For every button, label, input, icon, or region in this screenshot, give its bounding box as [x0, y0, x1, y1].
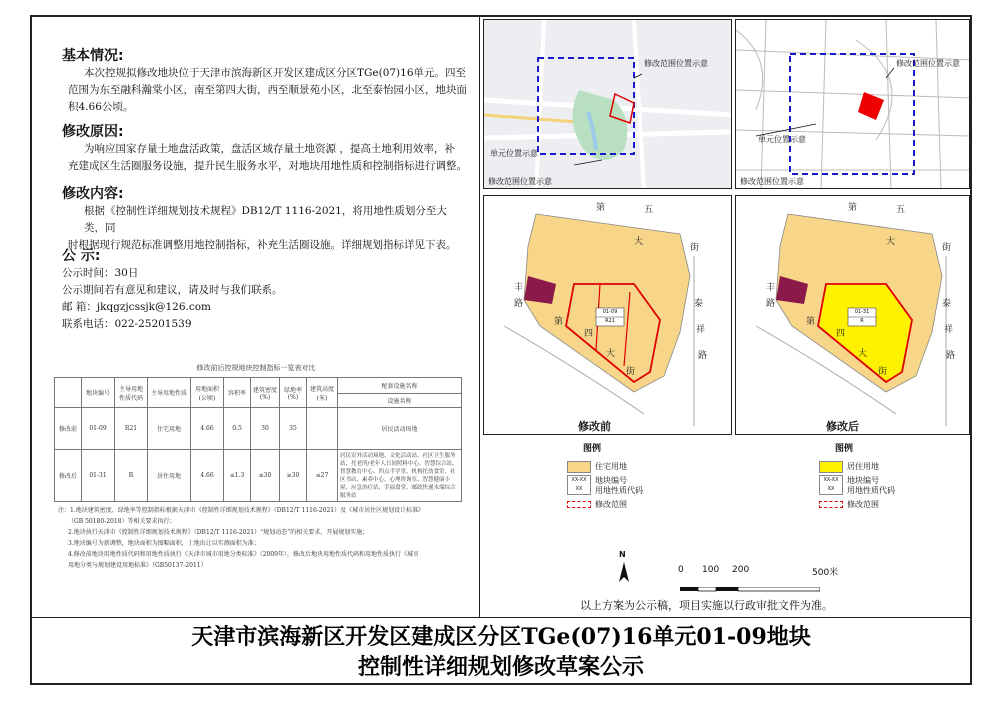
table-cell: 30 — [251, 408, 280, 450]
scale-tick: 100 — [702, 565, 720, 575]
scale-bar — [680, 578, 820, 584]
note-line: 用地分类与规划建设用地标准》（GB50137-2011） — [68, 562, 207, 569]
road-label: 五 — [896, 205, 906, 215]
unit-label: 单元位置示意 — [758, 135, 806, 144]
legend-code-bot: XX — [575, 486, 583, 492]
content-line: 根据《控制性详细规划技术规程》DB12/T 1116-2021，将用地性质划分至大类，同 — [84, 205, 447, 234]
scope-label: 修改范围位置示意 — [896, 59, 960, 68]
scope-label: 修改范围位置示意 — [644, 59, 708, 68]
road-label: 四 — [836, 329, 846, 339]
reason-line: 为响应国家存量土地盘活政策，盘活区域存量土地资源 ，提高土地利用效率，补 — [84, 143, 455, 155]
table-title: 修改前后控规地块控制指标一览表对比 — [196, 364, 316, 372]
legend-before — [483, 437, 732, 519]
table-cell: 住宅用地 — [148, 408, 191, 450]
legend-code-top: XX-XX — [823, 477, 839, 483]
table-cell: ≤30 — [251, 450, 280, 502]
table-cell: R — [115, 450, 148, 502]
caption-after: 修改后 — [826, 420, 859, 433]
control-index-table — [54, 377, 462, 502]
unit-label: 单元位置示意 — [490, 149, 538, 158]
basic-line: 范围为东至融科瀚棠小区，南至第四大街，西至顺景苑小区，北至泰怡园小区，地块面 — [68, 84, 467, 96]
table-header: 主导用地性质 — [148, 378, 191, 408]
note-line: 3.地块编号为新调整，地块面积为图幅面积，土地出让以实测面积为准； — [68, 540, 260, 547]
basic-line: 本次控规拟修改地块位于天津市滨海新区开发区建成区分区TGe(07)16单元。四至 — [84, 67, 467, 79]
scale-tick: 500米 — [812, 568, 839, 578]
road-label: 丰 — [766, 283, 776, 293]
table-header: 建筑密度(%) — [251, 378, 280, 408]
scale-tick: 0 — [678, 565, 684, 575]
note-line: （GB 50180-2018）等相关要求执行； — [68, 518, 176, 525]
table-cell: 居民活动场地 — [338, 408, 462, 450]
legend-title: 图例 — [583, 444, 602, 454]
table-cell: 01-09 — [82, 408, 115, 450]
road-label: 第 — [806, 317, 816, 327]
reason-text — [62, 141, 467, 175]
road-label: 祥 — [944, 325, 954, 335]
road-label: 大 — [858, 349, 868, 359]
legend-label: 修改范围 — [847, 500, 879, 509]
legend-swatch-residential — [819, 461, 843, 473]
after-map — [735, 195, 970, 435]
road-label: 街 — [690, 243, 700, 253]
road-label: 五 — [644, 205, 654, 215]
reason-heading: 修改原因: — [62, 124, 124, 140]
before-map — [483, 195, 732, 435]
legend-code-box — [567, 475, 591, 495]
road-label: 第 — [554, 317, 564, 327]
legend-scope-swatch — [819, 501, 843, 508]
table-header: 地块编号 — [82, 378, 115, 408]
road-label: 大 — [886, 237, 896, 247]
road-label: 祥 — [696, 325, 706, 335]
unit-map-graphic — [484, 20, 732, 189]
note-line: 注：1.地块建筑密度、绿地率等控制指标根据天津市《控制性详细规划技术规程》（DB12/T 1116-2021）及《城市居住区规划设计标准》 — [58, 507, 425, 514]
row-label: 修改前 — [55, 408, 82, 450]
caption-before: 修改前 — [578, 420, 611, 433]
parcel-type: R — [860, 318, 864, 324]
footer-note: 以上方案为公示稿，项目实施以行政审批文件为准。 — [580, 599, 833, 612]
scope-location-map — [735, 19, 970, 189]
road-label: 四 — [584, 329, 594, 339]
content-heading: 修改内容: — [62, 186, 124, 202]
reason-line: 充建成区生活圈服务设施，提升民生服务水平，对地块用地性质和控制指标进行调整。 — [68, 160, 467, 172]
basic-text — [62, 65, 467, 116]
title-line-2: 控制性详细规划修改草案公示 — [357, 654, 644, 680]
table-cell: ≤27 — [307, 450, 338, 502]
road-label: 街 — [942, 243, 952, 253]
table-cell: 35 — [280, 408, 307, 450]
road-label: 街 — [878, 367, 888, 377]
scope-label-bottom: 修改范围位置示意 — [740, 177, 804, 186]
table-header: 容积率 — [224, 378, 251, 408]
basic-heading: 基本情况: — [62, 48, 124, 64]
table-subheader: 设施名称 — [338, 394, 462, 408]
table-header: 主导用地性质代码 — [115, 378, 148, 408]
table-cell: 4.66 — [191, 408, 224, 450]
road-label: 泰 — [694, 299, 704, 309]
note-line: 4.修改前地块用地性质代码和用地性质执行《天津市城市用地分类标准》（2009年），修改后地块用地性质代码和用地性质执行《城市 — [68, 551, 419, 558]
road-label: 泰 — [942, 299, 952, 309]
parcel-code: 01-31 — [854, 309, 870, 315]
road-label: 大 — [606, 349, 616, 359]
north-arrow-icon — [614, 550, 634, 586]
legend-label: 地块编号 — [847, 476, 879, 485]
table-cell: ≥30 — [280, 450, 307, 502]
document-title — [32, 617, 970, 684]
after-map-graphic — [736, 196, 970, 435]
legend-label: 住宅用地 — [595, 462, 627, 471]
notice-desc: 公示期间若有意见和建议，请及时与我们联系。 — [62, 284, 283, 296]
road-label: 第 — [596, 203, 606, 213]
legend-code-top: XX-XX — [571, 477, 587, 483]
scope-map-graphic — [736, 20, 970, 189]
basic-line: 积4.66公顷。 — [68, 101, 134, 113]
legend-after — [735, 437, 970, 519]
table-cell: 0.5 — [224, 408, 251, 450]
content-line: 时根据现行规范标准调整用地控制指标，补充生活圈设施。详细规划指标详见下表。 — [68, 239, 457, 251]
notice-phone: 联系电话：022-25201539 — [62, 318, 192, 330]
road-label: 丰 — [514, 283, 524, 293]
scope-label-bottom: 修改范围位置示意 — [488, 177, 552, 186]
table-header: 用地面积(公顷) — [191, 378, 224, 408]
notice-text — [62, 265, 467, 333]
table-cell — [307, 408, 338, 450]
table-header: 配套设施名称 — [338, 378, 462, 394]
table-cell: ≤1.3 — [224, 450, 251, 502]
parcel-code: 01-09 — [602, 309, 618, 315]
road-label: 路 — [698, 351, 708, 361]
road-label: 大 — [634, 237, 644, 247]
road-label: 路 — [946, 351, 956, 361]
table-cell: 居民室外活动场地、文化活动站、社区卫生服务站、托老所/老年人日间照料中心、智慧综合站、智慧教育中心、四点半学堂、机构托幼食堂、社区书店、素养中心、心理咨询室、智慧健康小屋、应急治疗站、幸福食堂、邮政快递末端综合服务站 — [338, 450, 462, 502]
table-corner — [55, 378, 82, 408]
legend-label: 修改范围 — [595, 500, 627, 509]
road-label: 第 — [848, 203, 858, 213]
description-panel — [32, 17, 480, 617]
scale-tick: 200 — [732, 565, 750, 575]
legend-label: 用地性质代码 — [595, 486, 643, 495]
parcel-type: R21 — [605, 318, 615, 324]
road-label: 路 — [514, 299, 524, 309]
road-label: 街 — [626, 367, 636, 377]
notice-heading: 公 示: — [62, 248, 101, 264]
title-line-1: 天津市滨海新区开发区建成区分区TGe(07)16单元01-09地块 — [191, 624, 811, 650]
table-notes — [58, 505, 470, 571]
notice-email: 邮 箱：jkqgzjcssjk@126.com — [62, 301, 211, 313]
legend-label: 居住用地 — [847, 462, 879, 471]
legend-code-box — [819, 475, 843, 495]
road-label: 路 — [766, 299, 776, 309]
table-cell: R21 — [115, 408, 148, 450]
before-map-graphic — [484, 196, 732, 435]
table-header: 建筑高度(米) — [307, 378, 338, 408]
row-label: 修改后 — [55, 450, 82, 502]
table-cell: 居住用地 — [148, 450, 191, 502]
table-cell: 4.66 — [191, 450, 224, 502]
unit-location-map — [483, 19, 732, 189]
table-header: 绿地率(%) — [280, 378, 307, 408]
legend-scope-swatch — [567, 501, 591, 508]
notice-time: 公示时间：30日 — [62, 267, 139, 279]
table-cell: 01-31 — [82, 450, 115, 502]
legend-label: 地块编号 — [595, 476, 627, 485]
legend-title: 图例 — [835, 444, 854, 454]
legend-label: 用地性质代码 — [847, 486, 895, 495]
legend-swatch-residential — [567, 461, 591, 473]
north-label: N — [619, 550, 626, 559]
legend-code-bot: XX — [827, 486, 835, 492]
note-line: 2.地块执行天津市《控制性详细规划技术规程》（DB12/T 1116-2021）“规划动态”的相关要求，开展规划实施； — [68, 529, 369, 536]
